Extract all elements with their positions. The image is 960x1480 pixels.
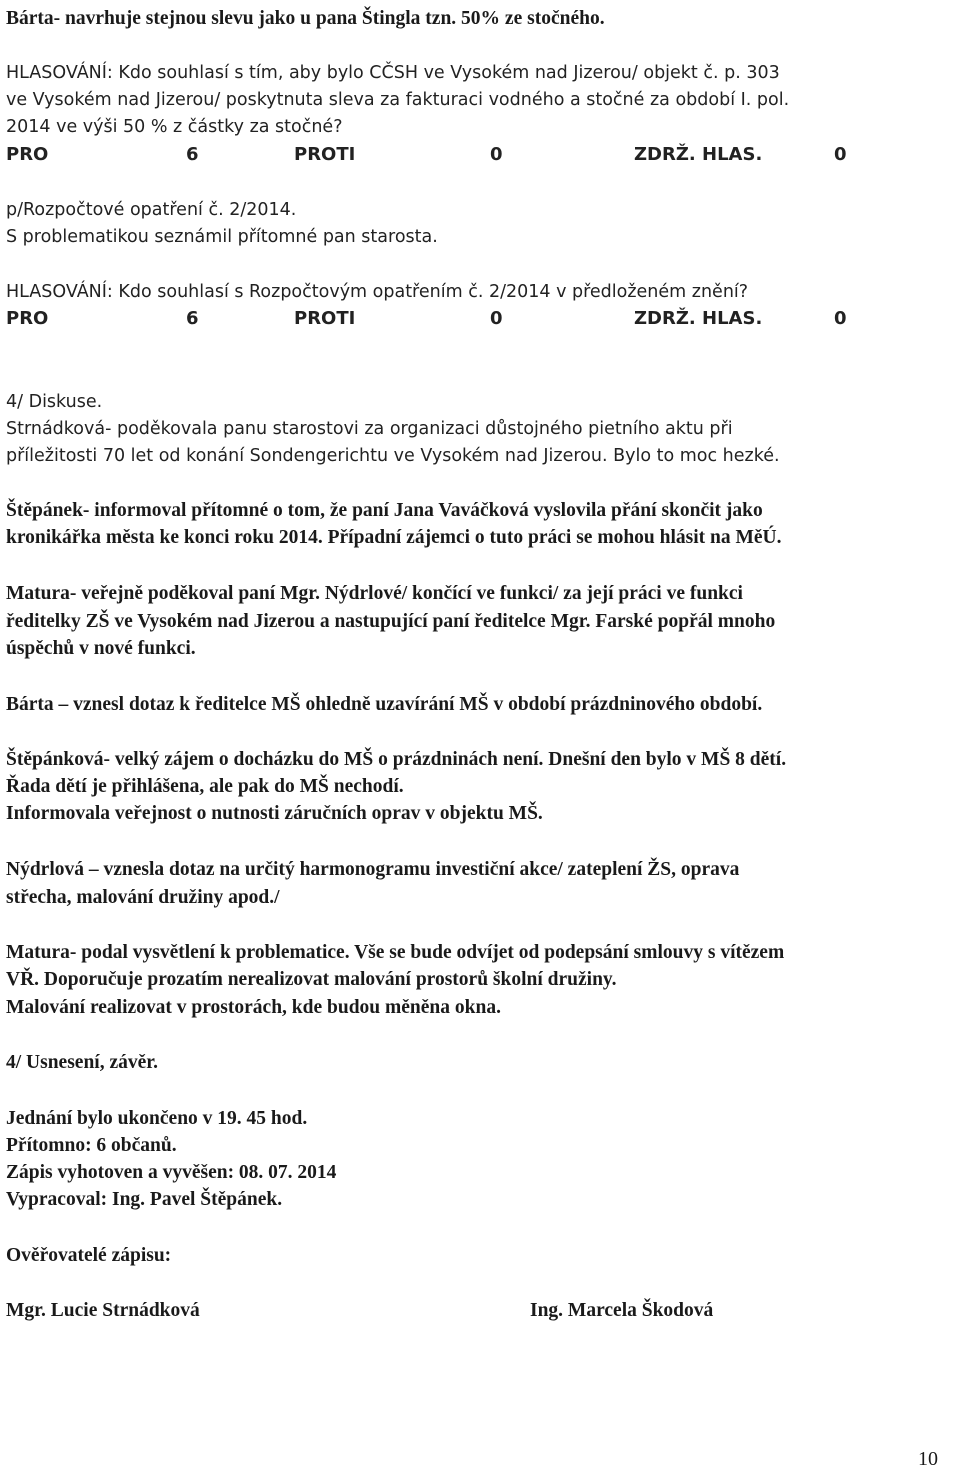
zdrz-label: ZDRŽ. HLAS. (634, 308, 763, 329)
proti-count: 0 (490, 144, 503, 165)
text-line: Přítomno: 6 občanů. (6, 1135, 177, 1156)
verifier-name: Mgr. Lucie Strnádková (6, 1300, 200, 1321)
text-line: Jednání bylo ukončeno v 19. 45 hod. (6, 1108, 308, 1129)
zdrz-count: 0 (834, 308, 847, 329)
proti-count: 0 (490, 308, 503, 329)
text-line: úspěchů v nové funkci. (6, 638, 196, 659)
pro-count: 6 (186, 308, 199, 329)
text-line: Bárta- navrhuje stejnou slevu jako u pana Štingla tzn. 50% ze stočného. (6, 8, 605, 29)
text-line: VŘ. Doporučuje prozatím nerealizovat malování prostorů školní družiny. (6, 969, 617, 990)
text-line: Zápis vyhotoven a vyvěšen: 08. 07. 2014 (6, 1162, 337, 1183)
vote-question: HLASOVÁNÍ: Kdo souhlasí s Rozpočtovým opatřením č. 2/2014 v předloženém znění? (6, 282, 749, 302)
text-line: Štěpánek- informoval přítomné o tom, že paní Jana Vaváčková vyslovila přání skončit jako (6, 500, 763, 521)
verifier-name: Ing. Marcela Škodová (530, 1300, 714, 1321)
pro-label: PRO (6, 144, 49, 165)
text-line: Matura- veřejně poděkoval paní Mgr. Nýdrlové/ končící ve funkci/ za její práci ve funkci (6, 583, 743, 604)
text-line: Bárta – vznesl dotaz k ředitelce MŠ ohledně uzavírání MŠ v období prázdninového období. (6, 694, 763, 715)
proti-label: PROTI (294, 308, 356, 329)
text-line: příležitosti 70 let od konání Sondengerichtu ve Vysokém nad Jizerou. Bylo to moc hezké. (6, 446, 780, 466)
text-line: kronikářka města ke konci roku 2014. Případní zájemci o tuto práci se mohou hlásit na MěÚ. (6, 527, 782, 548)
text-line: Vypracoval: Ing. Pavel Štěpánek. (6, 1189, 283, 1210)
text-line: Informovala veřejnost o nutnosti záručních oprav v objektu MŠ. (6, 803, 543, 824)
pro-count: 6 (186, 144, 199, 165)
section-heading: p/Rozpočtové opatření č. 2/2014. (6, 200, 297, 220)
text-line: Řada dětí je přihlášena, ale pak do MŠ nechodí. (6, 776, 404, 797)
text-line: S problematikou seznámil přítomné pan starosta. (6, 227, 438, 247)
zdrz-label: ZDRŽ. HLAS. (634, 144, 763, 165)
text-line: ve Vysokém nad Jizerou/ poskytnuta sleva za fakturaci vodného a stočné za období I. pol. (6, 90, 790, 110)
text-line: Nýdrlová – vznesla dotaz na určitý harmonogramu investiční akce/ zateplení ŽS, oprava (6, 859, 740, 880)
section-heading: Ověřovatelé zápisu: (6, 1245, 172, 1266)
vote-question: HLASOVÁNÍ: Kdo souhlasí s tím, aby bylo CČSH ve Vysokém nad Jizerou/ objekt č. p. 303 (6, 63, 780, 83)
text-line: Matura- podal vysvětlení k problematice. Vše se bude odvíjet od podepsání smlouvy s vítězem (6, 942, 785, 963)
text-line: střecha, malování družiny apod./ (6, 887, 280, 908)
pro-label: PRO (6, 308, 49, 329)
text-line: Strnádková- poděkovala panu starostovi za organizaci důstojného pietního aktu při (6, 419, 733, 439)
section-heading: 4/ Diskuse. (6, 392, 103, 412)
page-number: 10 (918, 1448, 938, 1470)
text-line: Malování realizovat v prostorách, kde budou měněna okna. (6, 997, 501, 1018)
text-line: Štěpánková- velký zájem o docházku do MŠ o prázdninách není. Dnešní den bylo v MŠ 8 dětí. (6, 749, 787, 770)
section-heading: 4/ Usnesení, závěr. (6, 1052, 159, 1073)
text-line: ředitelky ZŠ ve Vysokém nad Jizerou a nastupující paní ředitelce Mgr. Farské popřál mnoho (6, 611, 776, 632)
text-line: 2014 ve výši 50 % z částky za stočné? (6, 117, 343, 137)
proti-label: PROTI (294, 144, 356, 165)
zdrz-count: 0 (834, 144, 847, 165)
